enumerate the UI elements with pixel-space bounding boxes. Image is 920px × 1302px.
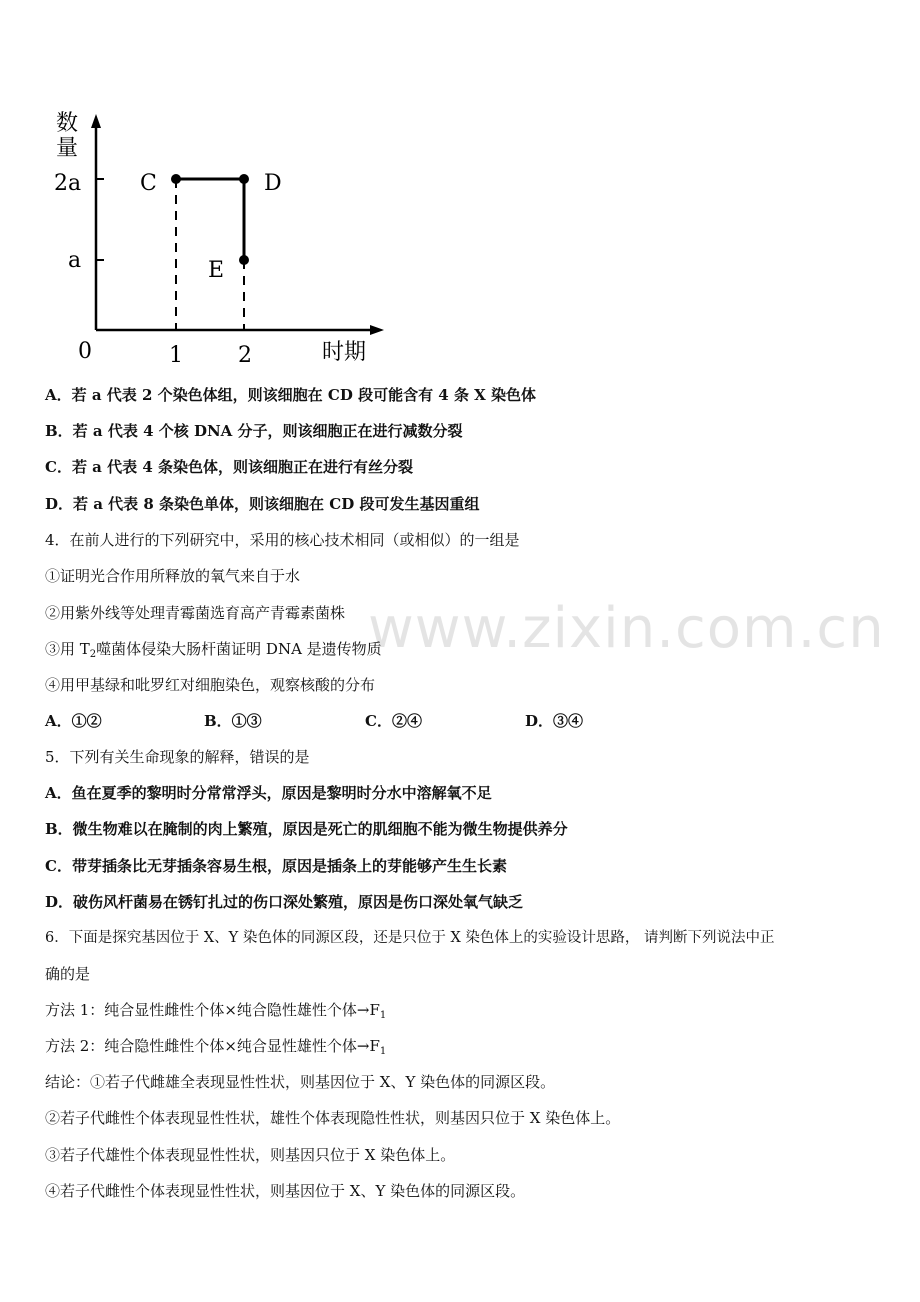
- q6-stem-line-1: 6．下面是探究基因位于 X、Y 染色体的同源区段，还是只位于 X 染色体上的实验设计思路， 请判断下列说法中正: [45, 930, 775, 946]
- point-e-label: E: [208, 258, 225, 283]
- origin-label: 0: [78, 339, 92, 364]
- q5-option-d: D．破伤风杆菌易在锈钉扎过的伤口深处繁殖，原因是伤口深处氧气缺乏: [45, 893, 524, 911]
- y-axis-label-top: 数: [56, 111, 79, 136]
- point-d-label: D: [264, 171, 282, 196]
- x-axis-label: 时期: [322, 340, 367, 365]
- q4-option-b: B．①③: [204, 712, 262, 730]
- q5-stem: 5．下列有关生命现象的解释，错误的是: [45, 748, 310, 766]
- q4-stem: 4．在前人进行的下列研究中，采用的核心技术相同（或相似）的一组是: [45, 531, 520, 549]
- q4-option-d: D．③④: [525, 712, 584, 730]
- x-tick-label-2: 2: [238, 343, 252, 368]
- y-axis-label-bottom: 量: [56, 136, 79, 161]
- q4-option-c: C．②④: [365, 712, 422, 730]
- q6-conclusion-1: 结论：①若子代雌雄全表现显性性状，则基因位于 X、Y 染色体的同源区段。: [45, 1073, 556, 1091]
- point-c-dot: [171, 174, 181, 184]
- q6-method-2: 方法 2：纯合隐性雌性个体×纯合显性雄性个体$\to F_1$: [45, 1037, 387, 1057]
- q4-item-4: ④用甲基绿和吡罗红对细胞染色，观察核酸的分布: [45, 676, 376, 694]
- cde-line: [176, 179, 244, 260]
- q3-option-a: A．若 a 代表 2 个染色体组，则该细胞在 CD 段可能含有 4 条 X 染色体: [45, 386, 537, 404]
- y-tick-label-a: a: [68, 248, 82, 273]
- q4-item-2: ②用紫外线等处理青霉菌选育高产青霉素菌株: [45, 604, 346, 622]
- q6-conclusion-4: ④若子代雌性个体表现显性性状，则基因位于 X、Y 染色体的同源区段。: [45, 1182, 526, 1200]
- q3-option-d: D．若 a 代表 8 条染色单体，则该细胞在 CD 段可发生基因重组: [45, 495, 480, 513]
- q5-option-c: C．带芽插条比无芽插条容易生根，原因是插条上的芽能够产生生长素: [45, 857, 507, 875]
- watermark: www.zixin.com.cn: [368, 596, 885, 661]
- q3-option-b: B．若 a 代表 4 个核 DNA 分子，则该细胞正在进行减数分裂: [45, 422, 463, 440]
- q3-option-c: C．若 a 代表 4 条染色体，则该细胞正在进行有丝分裂: [45, 458, 413, 476]
- y-tick-label-2a: 2a: [54, 171, 82, 196]
- x-tick-label-1: 1: [169, 343, 183, 368]
- quantity-period-graph: [40, 100, 400, 370]
- q6-stem-line-2: 确的是: [45, 965, 91, 983]
- point-c-label: C: [140, 171, 157, 196]
- q4-option-a: A．①②: [45, 712, 102, 730]
- point-e-dot: [239, 255, 249, 265]
- x-axis-arrow: [370, 325, 384, 335]
- y-axis-arrow: [91, 114, 101, 128]
- q6-conclusion-2: ②若子代雌性个体表现显性性状，雄性个体表现隐性性状，则基因只位于 X 染色体上。: [45, 1109, 621, 1127]
- q6-conclusion-3: ③若子代雄性个体表现显性性状，则基因只位于 X 染色体上。: [45, 1146, 456, 1164]
- q4-item-1: ①证明光合作用所释放的氧气来自于水: [45, 567, 301, 585]
- q5-option-a: A．鱼在夏季的黎明时分常常浮头，原因是黎明时分水中溶解氧不足: [45, 784, 492, 802]
- q6-method-1: 方法 1：纯合显性雌性个体×纯合隐性雄性个体$\to F_1$: [45, 1001, 387, 1021]
- q5-option-b: B．微生物难以在腌制的肉上繁殖，原因是死亡的肌细胞不能为微生物提供养分: [45, 820, 568, 838]
- q4-item-3: ③用 $T_2$噬菌体侵染大肠杆菌证明 DNA 是遗传物质: [45, 640, 382, 660]
- point-d-dot: [239, 174, 249, 184]
